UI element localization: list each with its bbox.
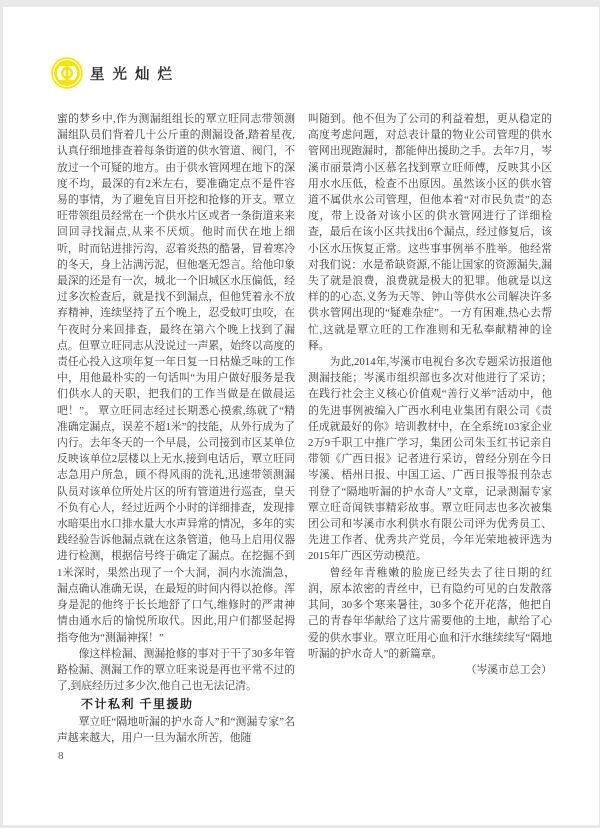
paragraph: 蜜的梦乡中,作为测漏组组长的覃立旺同志带领测漏组队员们背着几十公斤重的测漏设备,踏着星夜,认真仔细地排查着每条街道的供水管道、阀门，不放过一个可疑的地方。由于供水管网埋在地下的深度不均，最深的有2米左右，要准确定点不是件容易的事情，为了避免盲目开挖和抢修的开支。覃立旺带领组员经常在一个供水片区或者一条街道来来回回寻找漏点,从来不厌烦。他时而伏在地上细听，时而钻进排污沟，忍着炎热的酷暑，冒着寒冷的冬天，身上沾满污泥，但他毫无怨言。给他印象最深的还是有一次，城北一个旧城区水压偏低，经过多次检查后，就是找不到漏点，但他凭着永不放弃精神，连续坚持了五个晚上，忍受蚊叮虫咬，在午夜时分来回排查，最终在第六个晚上找到了漏点。但覃立旺同志从没说过一声累，始终以高度的责任心投入这项年复一年日复一日枯燥乏味的工作中，用他最朴实的一句话叫“为用户做好服务是我们供水人的天职，把我们的工作当做是在做晨运吧！”。 覃立旺同志经过长期悉心摸索,练就了“精准确定漏点，误差不超1米”的技能，从外行成为了内行。去年冬天的一个早晨，公司接到市区某单位反映该单位2层楼以上无水,接到电话后，覃立旺同志急用户所急，顾不得风雨的洗礼,迅速带领测漏队员对该单位所处片区的所有管道进行巡查，皇天不负有心人，经过近两个小时的详细排查，发现排水暗渠出水口排水量大水声异常的情况，多年的实践经验告诉他漏点就在这条管道，他马上启用仪器进行检测，根据信号终于确定了漏点。在挖掘不到1米深时，果然出现了一个大洞，洞内水流湍急，漏点确认准确无误，在最短的时间内得以抢修。浑身是泥的他终于长长地舒了口气,维修时的严肃神情由通水后的愉悦所取代。因此,用户们都竖起拇指夸他为“测漏神探！” xyxy=(57,113,295,644)
paragraph: 像这样检漏、测漏抢修的事对于干了30多年管路检漏、测漏工作的覃立旺来说是再也平常不过的了,到底经历过多少次,他自己也无法记清。 xyxy=(57,647,295,693)
article-body xyxy=(57,111,552,746)
masthead xyxy=(51,57,180,89)
masthead-title: 星光灿烂 xyxy=(90,66,180,83)
left-column xyxy=(57,111,295,746)
attribution-line: （岑溪市总工会） xyxy=(465,663,552,676)
trade-union-emblem-icon xyxy=(51,57,83,89)
paragraph: 为此,2014年,岑溪市电视台多次专题采访报道他测漏技能；岑溪市组织部也多次对他进行了采访；在践行社会主义核心价值观“善行义举”活动中，他的先进事例被编入广西水利电业集团有限公司《责任成就最好的你》培训教材中，在全系统103家企业2万9千职工中推广学习，集团公司朱玉红书记亲自带领《广西日报》记者进行采访，曾经分别在今日岑溪、梧州日报、中国工运、广西日报等报刊杂志刊登了“隔地听漏的护水奇人”文章，记录测漏专家覃立旺奇闻铁事精彩故事。覃立旺同志也多次被集团公司和岑溪市水利供水有限公司评为优秀员工、先进工作者、优秀共产党员，今年光荣地被评选为2015年广西区劳动模范。 xyxy=(308,356,552,563)
paragraph: 覃立旺“隔地听漏的护水奇人”和“测漏专家”名声越来越大，用户一旦为漏水所苦，他随 xyxy=(57,715,295,744)
paragraph: 叫随到。他不但为了公司的利益着想，更从稳定的高度考虑问题，对总表计量的物业公司管理的供水管网出现跑漏时，都能伸出援助之手。去年7月，岑溪市丽景湾小区慕名找到覃立旺师傅，反映其小区用水水压低，检查不出原因。虽然该小区的供水管道不属供水公司管理，但他本着“对市民负责”的态度，带上设备对该小区的供水管网进行了详细检查，最后在该小区共找出6个漏点，经过修复后，该小区水压恢复正常。这些事事例举不胜举。他经常对我们说：水是希缺资源,不能让国家的资源漏失,漏失了就是浪费，浪费就是极大的犯罪。他就是以这样的的心态,义务为天等、钟山等供水公司解决许多供水管网出现的“疑难杂症”。一方有困难,热心去帮忙,这就是覃立旺的工作准则和无私奉献精神的诠释。 xyxy=(308,113,552,352)
section-heading: 不计私利 千里援助 xyxy=(81,697,194,712)
paragraph: 曾经年青稚嫩的脸庞已经失去了往日期的红润，原本浓密的青丝中，已有隐约可见的白发散落其间，30多个寒来暑往，30多个花开花落，他把自己的青春年华献给了这片需要他的土地，献给了心爱的供水事业。覃立旺用心血和汗水继续续写“隔地听漏的护水奇人”的新篇章。 xyxy=(308,566,552,660)
magazine-page xyxy=(3,7,599,825)
page-number: 8 xyxy=(58,750,64,762)
right-column xyxy=(308,111,552,746)
